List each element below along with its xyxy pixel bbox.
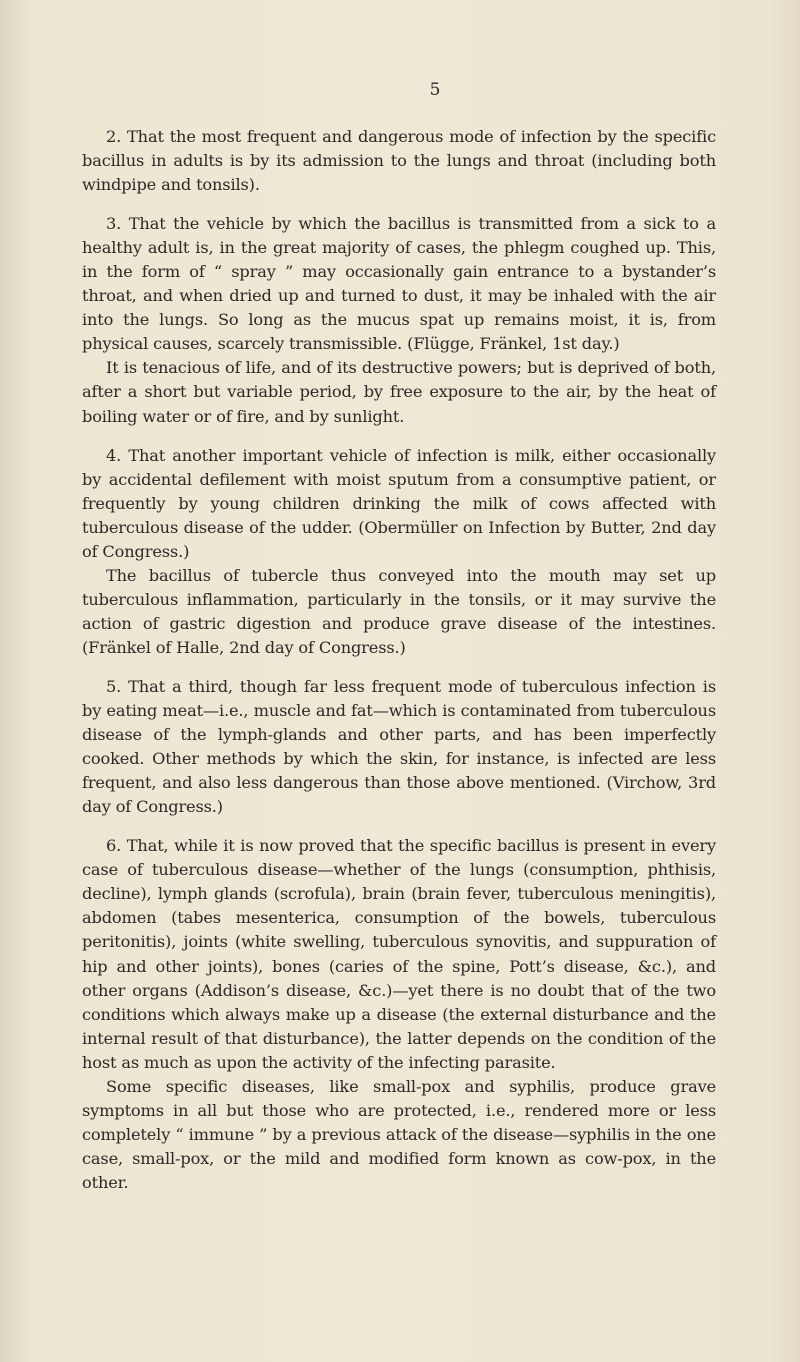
paragraph-3: 3. That the vehicle by which the bacillus is transmitted from a sick to a healthy adult is, in the great majority of cases, the phlegm coughed up. This, in the form of “ spray ” may occasionally gain entrance to a bystander’s throat, and when dried up and turned to dust, it may be inhaled with the air into the lungs. So long as the mucus spat up remains moist, it is, from physical causes, scarcely transmissible. (Flügge, Fränkel, 1st day.) — [82, 214, 716, 354]
paragraph-gap — [82, 660, 716, 675]
paragraph-5: 5. That a third, though far less frequent mode of tuberculous infection is by eating meat—i.e., muscle and fat—which is contaminated from tuberculous disease of the lymph-glands and other parts, and has been imperfectly cooked. Other methods by which the skin, for instance, is infected are less frequent, and also less dangerous than those above mentioned. (Virchow, 3rd day of Congress.) — [82, 676, 716, 817]
paragraph-3-continued: It is tenacious of life, and of its destructive powers; but is deprived of both, after a short but variable period, by free exposure to the air, by the heat of boiling water or of fire, and by sunlight. — [82, 358, 716, 426]
body-text — [82, 125, 716, 1195]
paragraph-6-continued: Some specific diseases, like small-pox and syphilis, produce grave symptoms in all but those who are protected, i.e., rendered more or less completely “ immune ” by a previous attack of the disease—syphilis in the one case, small-pox, or the mild and modified form known as cow-pox, in the other. — [82, 1076, 716, 1192]
paragraph-2: 2. That the most frequent and dangerous mode of infection by the specific bacillus in adults is by its admission to the lungs and throat (including both windpipe and tonsils). — [82, 127, 716, 195]
page-number: 5 — [429, 80, 441, 100]
paragraph-gap — [82, 197, 716, 212]
paragraph-gap — [82, 819, 716, 834]
paragraph-4-continued: The bacillus of tubercle thus conveyed into the mouth may set up tuberculous inflammation, particularly in the tonsils, or it may survive the action of gastric digestion and produce grave disease of the intestines. (Fränkel of Halle, 2nd day of Congress.) — [82, 565, 716, 657]
paragraph-4: 4. That another important vehicle of infection is milk, either occasionally by accidental defilement with moist sputum from a consumptive patient, or frequently by young children drinking the milk of cows affected with tuberculous disease of the udder. (Obermüller on Infection by Butter, 2nd day of Congress.) — [82, 445, 716, 561]
paragraph-gap — [82, 429, 716, 444]
paragraph-6: 6. That, while it is now proved that the specific bacillus is present in every case of tuberculous disease—whether of the lungs (consumption, phthisis, decline), lymph glands (scrofula), brain (brain fever, tuberculous meningitis), abdomen (tabes mesenterica, consumption of the bowels, tuberculous peritonitis), joints (white swelling, tuberculous synovitis, and suppuration of hip and other joints), bones (caries of the spine, Pott’s disease, &c.), and other organs (Addison’s disease, &c.)—yet there is no doubt that of the two conditions which always make up a disease (the external disturbance and the internal result of that disturbance), the latter depends on the condition of the host as much as upon the activity of the infecting parasite. — [82, 836, 716, 1072]
